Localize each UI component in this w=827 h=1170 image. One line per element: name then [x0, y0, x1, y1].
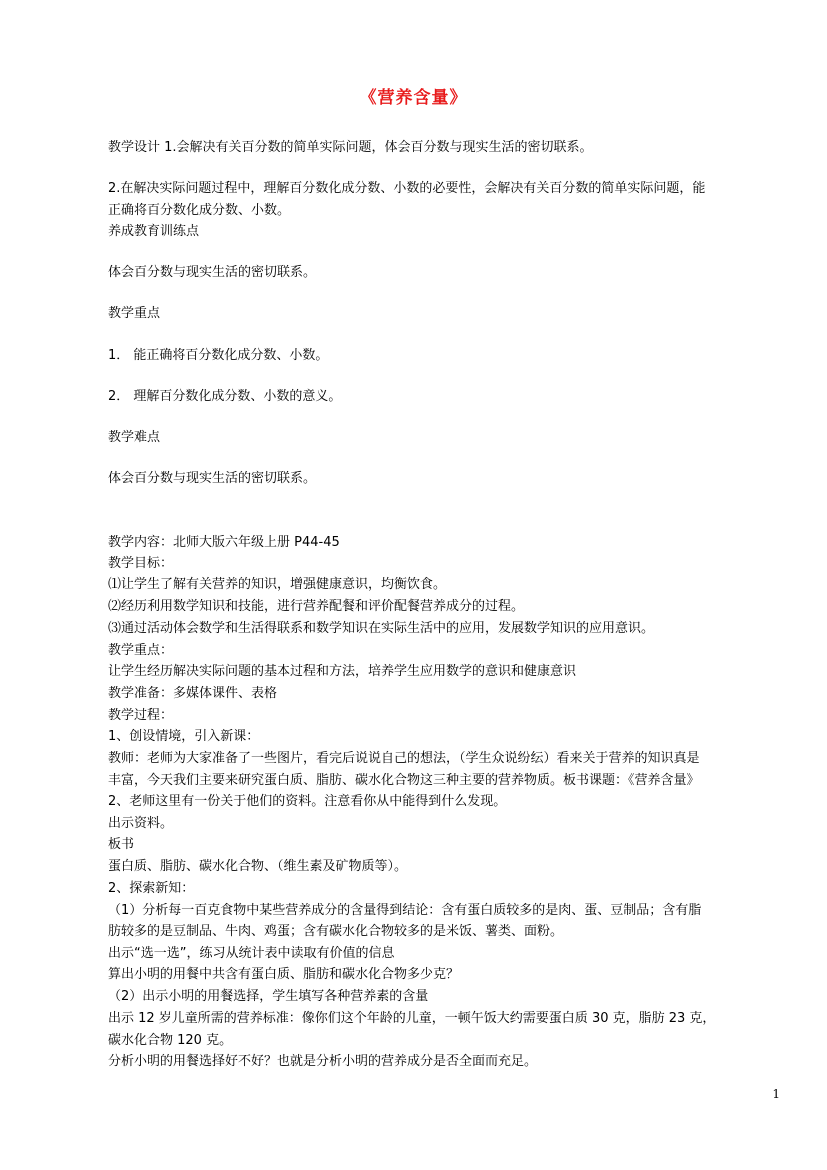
text-line: 养成教育训练点 — [108, 224, 200, 239]
text-line: 教学过程： — [108, 708, 174, 723]
text-line: 教师：老师为大家准备了一些图片，看完后说说自己的想法，（学生众说纷纭）看来关于营养的知识真是 — [108, 751, 700, 766]
text-line: 分析小明的用餐选择好不好？也就是分析小明的营养成分是否全面而充足。 — [108, 1054, 538, 1069]
text-line: 教学内容：北师大版六年级上册 P44-45 — [108, 535, 340, 550]
text-line: 出示“选一选”，练习从统计表中读取有价值的信息 — [108, 946, 395, 961]
text-line: 教学准备：多媒体课件、表格 — [108, 686, 278, 701]
text-line: 2、老师这里有一份关于他们的资料。注意看你从中能得到什么发现。 — [108, 794, 507, 809]
text-line: 2.在解决实际问题过程中，理解百分数化成分数、小数的必要性，会解决有关百分数的简单实际问题，能 — [108, 181, 706, 196]
text-line: （2）出示小明的用餐选择，学生填写各种营养素的含量 — [108, 989, 429, 1004]
text-line: 1、创设情境，引入新课： — [108, 729, 260, 744]
text-line: ⑶通过活动体会数学和生活得联系和数学知识在实际生活中的应用，发展数学知识的应用意识。 — [108, 621, 655, 636]
text-line: 板书 — [108, 837, 135, 852]
text-line: 1． 能正确将百分数化成分数、小数。 — [108, 348, 329, 363]
text-line: 碳水化合物 120 克。 — [108, 1033, 233, 1048]
text-line: 肪较多的是豆制品、牛肉、鸡蛋；含有碳水化合物较多的是米饭、薯类、面粉。 — [108, 924, 564, 939]
text-line: 算出小明的用餐中共含有蛋白质、脂肪和碳水化合物多少克？ — [108, 967, 460, 982]
text-line: （1）分析每一百克食物中某些营养成分的含量得到结论：含有蛋白质较多的是肉、蛋、豆制品；含有脂 — [108, 903, 702, 918]
text-line: ⑴让学生了解有关营养的知识，增强健康意识，均衡饮食。 — [108, 577, 447, 592]
text-line: 2． 理解百分数化成分数、小数的意义。 — [108, 389, 342, 404]
text-line: ⑵经历利用数学知识和技能，进行营养配餐和评价配餐营养成分的过程。 — [108, 599, 525, 614]
text-line: 2、探索新知： — [108, 881, 195, 896]
text-line: 教学设计 1.会解决有关百分数的简单实际问题，体会百分数与现实生活的密切联系。 — [108, 140, 593, 155]
text-line: 教学重点： — [108, 643, 174, 658]
text-line: 丰富，今天我们主要来研究蛋白质、脂肪、碳水化合物这三种主要的营养物质。板书课题：《营养含量》 — [108, 773, 700, 788]
text-line: 出示资料。 — [108, 816, 174, 831]
section-heading: 教学难点 — [108, 430, 161, 445]
text-line: 让学生经历解决实际问题的基本过程和方法，培养学生应用数学的意识和健康意识 — [108, 664, 577, 679]
text-line: 教学目标： — [108, 556, 174, 571]
page-number: 1 — [772, 1087, 780, 1101]
section-heading: 教学重点 — [108, 306, 161, 321]
text-line: 体会百分数与现实生活的密切联系。 — [108, 265, 317, 280]
text-line: 蛋白质、脂肪、碳水化合物、（维生素及矿物质等）。 — [108, 859, 408, 874]
text-line: 体会百分数与现实生活的密切联系。 — [108, 471, 317, 486]
text-line: 出示 12 岁儿童所需的营养标准：像你们这个年龄的儿童，一顿午饭大约需要蛋白质 30 克，脂肪 23 克， — [108, 1011, 716, 1026]
text-line: 正确将百分数化成分数、小数。 — [108, 203, 291, 218]
document-title: 《营养含量》 — [359, 88, 468, 108]
